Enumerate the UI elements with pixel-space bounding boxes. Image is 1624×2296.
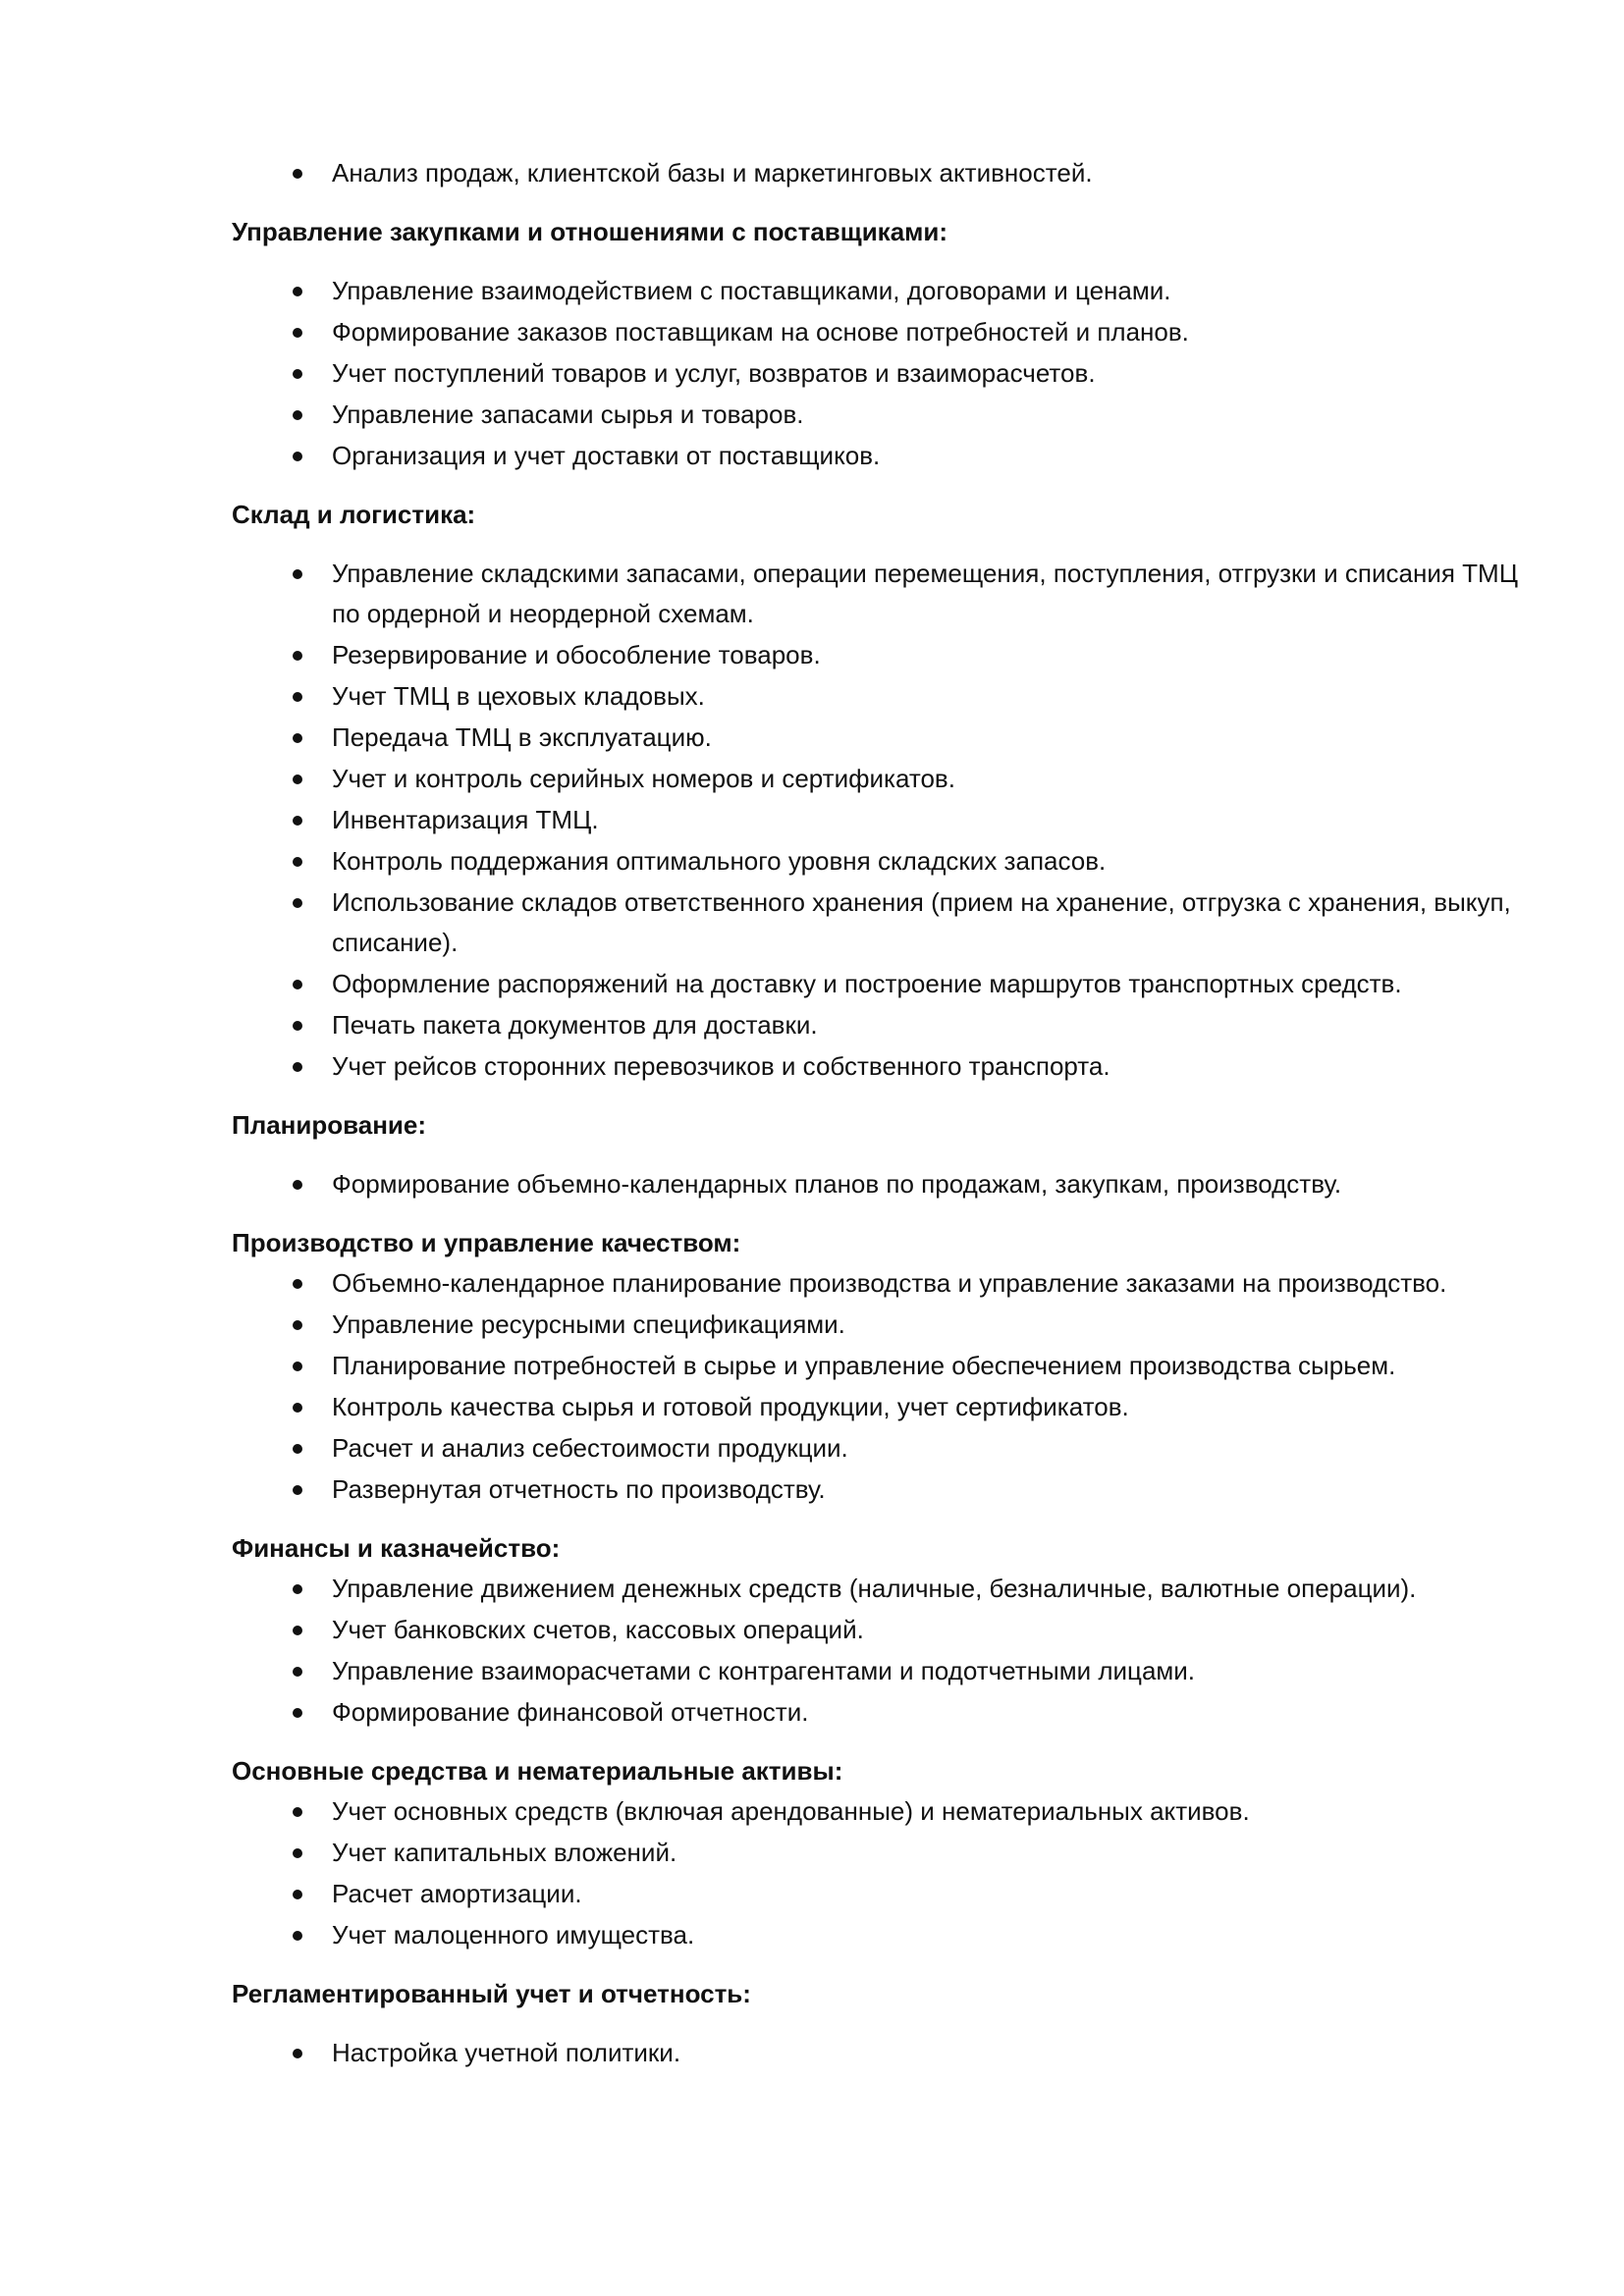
list-item: Управление движением денежных средств (наличные, безналичные, валютные операции). [232, 1569, 1518, 1609]
list-item: Инвентаризация ТМЦ. [232, 800, 1518, 840]
section-heading-regulated-accounting: Регламентированный учет и отчетность: [232, 1979, 751, 2008]
list-item: Управление запасами сырья и товаров. [232, 395, 1518, 435]
list-item: Печать пакета документов для доставки. [232, 1005, 1518, 1045]
list-item: Управление ресурсными спецификациями. [232, 1305, 1518, 1345]
intro-list [232, 153, 1518, 193]
list-item: Настройка учетной политики. [232, 2033, 1518, 2073]
list-item: Оформление распоряжений на доставку и построение маршрутов транспортных средств. [232, 964, 1518, 1004]
list-item: Расчет амортизации. [232, 1874, 1518, 1914]
list-item: Развернутая отчетность по производству. [232, 1469, 1518, 1510]
list-item: Использование складов ответственного хранения (прием на хранение, отгрузка с хранения, выкуп, списание). [232, 882, 1518, 963]
list-item: Управление взаиморасчетами с контрагентами и подотчетными лицами. [232, 1651, 1518, 1691]
section-list-purchasing [232, 271, 1518, 476]
section-heading-planning: Планирование: [232, 1110, 427, 1140]
list-item: Учет и контроль серийных номеров и сертификатов. [232, 759, 1518, 799]
list-item: Расчет и анализ себестоимости продукции. [232, 1428, 1518, 1468]
list-item: Учет ТМЦ в цеховых кладовых. [232, 676, 1518, 717]
list-item: Формирование заказов поставщикам на основе потребностей и планов. [232, 312, 1518, 352]
list-item: Анализ продаж, клиентской базы и маркетинговых активностей. [232, 153, 1518, 193]
list-item: Учет малоценного имущества. [232, 1915, 1518, 1955]
list-item: Организация и учет доставки от поставщиков. [232, 436, 1518, 476]
section-list-finance [232, 1569, 1518, 1733]
list-item: Передача ТМЦ в эксплуатацию. [232, 718, 1518, 758]
list-item: Учет капитальных вложений. [232, 1833, 1518, 1873]
section-heading-finance: Финансы и казначейство: [232, 1533, 561, 1563]
section-list-planning [232, 1164, 1518, 1204]
section-heading-purchasing: Управление закупками и отношениями с поставщиками: [232, 217, 948, 246]
list-item: Контроль поддержания оптимального уровня складских запасов. [232, 841, 1518, 881]
list-item: Формирование объемно-календарных планов по продажам, закупкам, производству. [232, 1164, 1518, 1204]
document-page [232, 153, 1518, 2074]
section-heading-warehouse: Склад и логистика: [232, 500, 476, 529]
list-item: Резервирование и обособление товаров. [232, 635, 1518, 675]
list-item: Планирование потребностей в сырье и управление обеспечением производства сырьем. [232, 1346, 1518, 1386]
list-item: Учет поступлений товаров и услуг, возвратов и взаиморасчетов. [232, 353, 1518, 394]
section-list-regulated-accounting [232, 2033, 1518, 2073]
section-list-production [232, 1263, 1518, 1510]
list-item: Учет банковских счетов, кассовых операций. [232, 1610, 1518, 1650]
section-list-fixed-assets [232, 1791, 1518, 1955]
list-item: Объемно-календарное планирование производства и управление заказами на производство. [232, 1263, 1518, 1304]
section-heading-fixed-assets: Основные средства и нематериальные активы: [232, 1756, 843, 1786]
list-item: Учет основных средств (включая арендованные) и нематериальных активов. [232, 1791, 1518, 1832]
list-item: Управление взаимодействием с поставщиками, договорами и ценами. [232, 271, 1518, 311]
section-heading-production: Производство и управление качеством: [232, 1228, 741, 1257]
list-item: Контроль качества сырья и готовой продукции, учет сертификатов. [232, 1387, 1518, 1427]
list-item: Формирование финансовой отчетности. [232, 1692, 1518, 1733]
list-item: Управление складскими запасами, операции перемещения, поступления, отгрузки и списания ТМЦ по ордерной и неордерной схемам. [232, 554, 1518, 634]
section-list-warehouse [232, 554, 1518, 1087]
list-item: Учет рейсов сторонних перевозчиков и собственного транспорта. [232, 1046, 1518, 1087]
